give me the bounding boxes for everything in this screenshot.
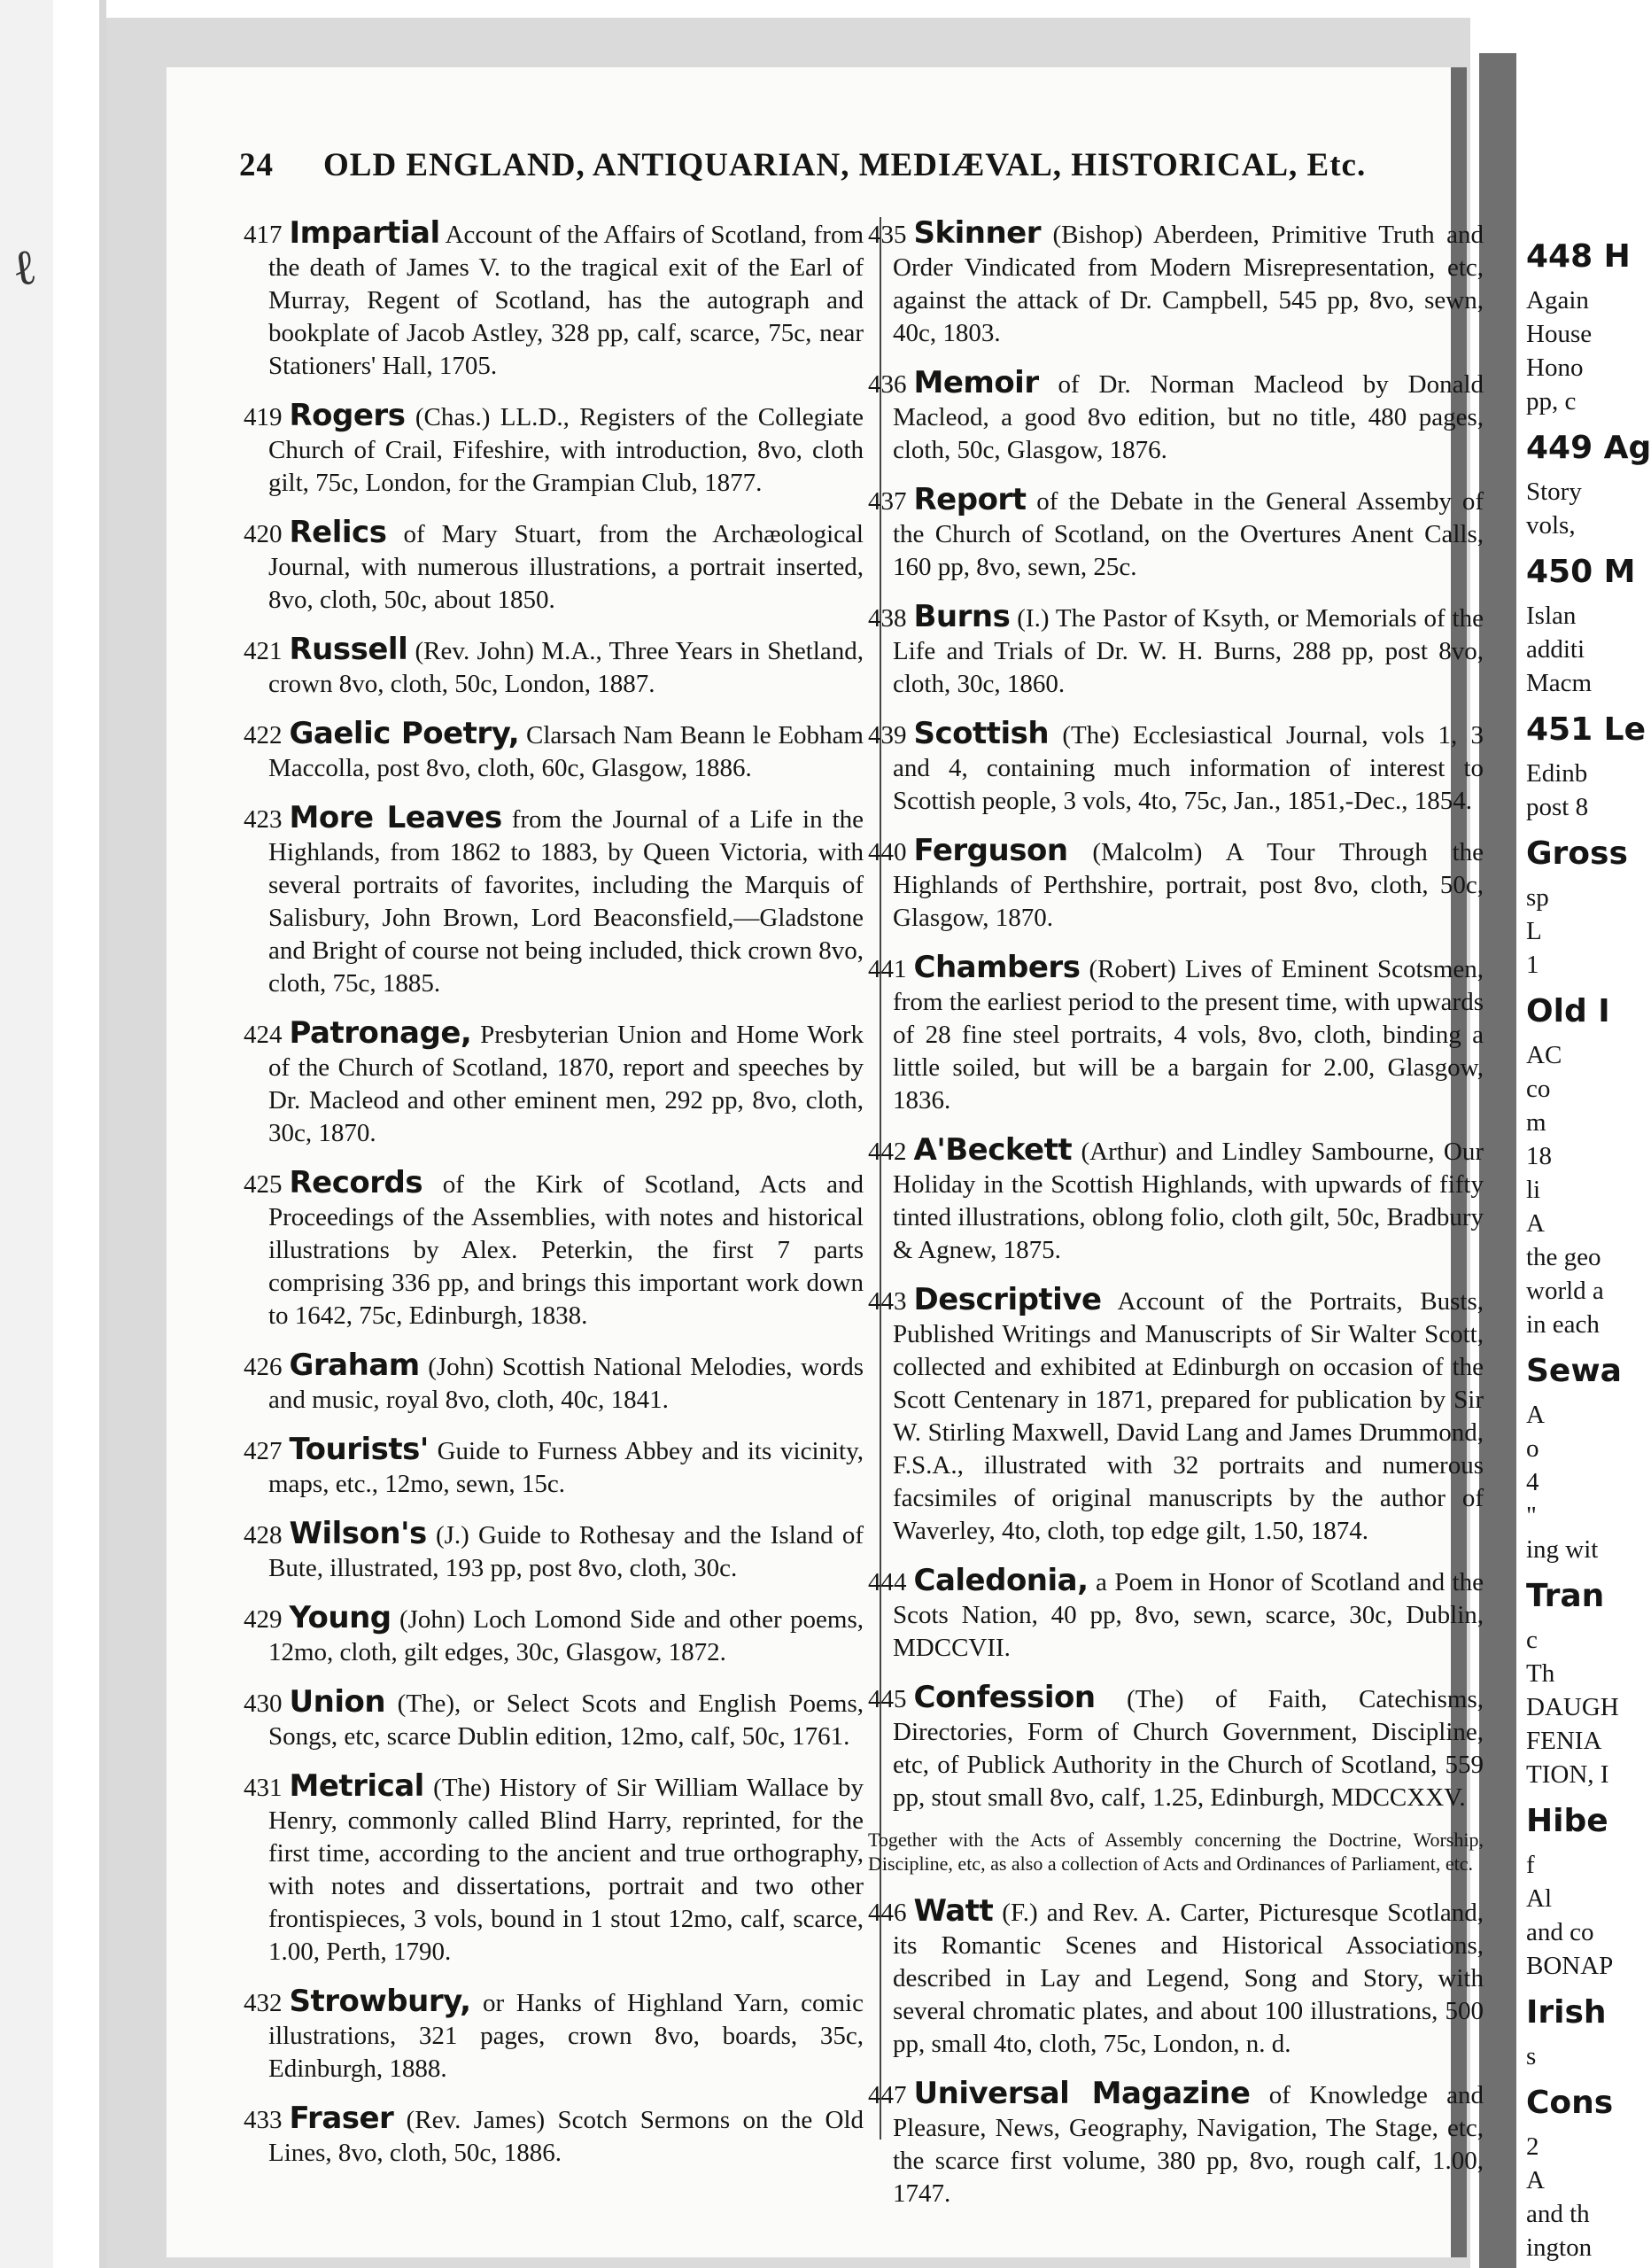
entry-number: 433	[244, 2106, 283, 2134]
entry-description: or Hanks of Highland Yarn, comic illustrations, 321 pages, crown 8vo, boards, 35c, Edinburgh, 1888.	[268, 1989, 864, 2083]
next-page-fragment: Edinb	[1526, 759, 1588, 788]
next-page-fragment: and th	[1526, 2200, 1590, 2228]
next-page-fragment: FENIA	[1526, 1727, 1602, 1755]
next-page-fragment: 451 Le	[1526, 711, 1647, 748]
next-page-fragment: f	[1526, 1851, 1535, 1879]
entry-description: of Knowledge and Pleasure, News, Geography, Navigation, The Stage, etc, the scarce first volume, 380 pp, 8vo, rough calf, 1.00, 1747.	[893, 2081, 1484, 2208]
entry-keyword: Tourists'	[289, 1432, 429, 1467]
entry-keyword: Burns	[913, 599, 1011, 634]
entry-keyword: Wilson's	[289, 1516, 427, 1551]
entry-keyword: Impartial	[289, 215, 440, 251]
entry-description: of Dr. Norman Macleod by Donald Macleod, a good 8vo edition, but no title, 480 pages, cloth, 50c, Glasgow, 1876.	[893, 370, 1484, 464]
entry-description: Clarsach Nam Beann le Eobham Maccolla, post 8vo, cloth, 60c, Glasgow, 1886.	[268, 721, 864, 782]
entry-keyword: Records	[289, 1165, 423, 1200]
catalogue-entry	[868, 1284, 1484, 1548]
next-page-fragment: pp, c	[1526, 387, 1577, 416]
next-page-fragment: A	[1526, 2166, 1545, 2194]
catalogue-entry	[244, 802, 864, 1000]
next-page-fragment: Al	[1526, 1884, 1552, 1913]
entry-number: 435	[868, 221, 907, 249]
next-page-fragment: Again	[1526, 286, 1589, 315]
left-column	[244, 217, 864, 2186]
entry-description: (Bishop) Aberdeen, Primitive Truth and Order Vindicated from Modern Misrepresentation, etc, against the attack of Dr. Campbell, 545 pp, 8vo, sewn, 40c, 1803.	[893, 221, 1484, 347]
entry-description: (John) Loch Lomond Side and other poems, 12mo, cloth, gilt edges, 30c, Glasgow, 1872.	[268, 1605, 864, 1666]
catalogue-entry	[244, 1433, 864, 1501]
entry-description: (F.) and Rev. A. Carter, Picturesque Scotland, its Romantic Scenes and Historical Associations, described in Lay and Legend, Song and Story, with several chromatic plates, and about 100 illustrations, 500 pp, small 4to, cloth, 75c, London, n. d.	[893, 1899, 1484, 2058]
next-page-fragment: and co	[1526, 1918, 1594, 1946]
next-page-fragment: the geo	[1526, 1243, 1601, 1271]
entry-number: 421	[244, 637, 283, 665]
book-spine	[1479, 53, 1516, 2268]
entry-keyword: Watt	[913, 1893, 994, 1929]
catalogue-entry	[244, 1985, 864, 2085]
next-page-fragment: Irish	[1526, 1994, 1607, 2031]
next-page-fragment: DAUGH	[1526, 1693, 1619, 1721]
entry-keyword: Chambers	[913, 950, 1081, 985]
next-page-fragment: o	[1526, 1434, 1539, 1463]
next-page-fragment: House	[1526, 320, 1593, 348]
entry-number: 426	[244, 1353, 283, 1381]
entry-keyword: Confession	[913, 1680, 1096, 1715]
entry-description: (Rev. James) Scotch Sermons on the Old Lines, 8vo, cloth, 50c, 1886.	[268, 2106, 864, 2167]
entry-number: 417	[244, 221, 283, 249]
next-page-fragment: additi	[1526, 635, 1585, 664]
entry-number: 446	[868, 1899, 907, 1927]
next-page-fragment: in each	[1526, 1310, 1600, 1339]
entry-description: (Arthur) and Lindley Sambourne, Our Holiday in the Scottish Highlands, with upwards of fifty tinted illustrations, oblong folio, cloth gilt, 50c, Bradbury & Agnew, 1875.	[893, 1138, 1484, 1264]
catalogue-entry	[244, 217, 864, 383]
catalogue-entry	[868, 1134, 1484, 1267]
entry-number: 422	[244, 721, 283, 750]
next-page-fragment: Hono	[1526, 353, 1584, 382]
next-page-fragment: "	[1526, 1502, 1537, 1530]
next-page-fragment: ington	[1526, 2233, 1593, 2262]
entry-description: (Robert) Lives of Eminent Scotsmen, from the earliest period to the present time, with upwards of 28 fine steel portraits, 4 vols, 8vo, cloth, binding a little soiled, but will be a bargain for 2.00, Glasgow, 1836.	[893, 955, 1484, 1115]
running-header	[239, 146, 1366, 184]
entry-number: 443	[868, 1287, 907, 1316]
page-title: OLD ENGLAND, ANTIQUARIAN, MEDIÆVAL, HISTORICAL, Etc.	[323, 147, 1367, 183]
entry-keyword: Scottish	[913, 716, 1050, 751]
entry-description: of the Debate in the General Assemby of the Church of Scotland, on the Overtures Anent Calls, 160 pp, 8vo, sewn, 25c.	[893, 487, 1484, 581]
entry-keyword: Russell	[289, 632, 408, 667]
page-number: 24	[239, 147, 274, 183]
catalogue-entry	[868, 484, 1484, 584]
entry-number: 447	[868, 2081, 907, 2109]
catalogue-entry	[868, 835, 1484, 935]
catalogue-entry	[244, 1167, 864, 1332]
entry-description: Account of the Affairs of Scotland, from the death of James V. to the tragical exit of the Earl of Murray, Regent of Scotland, has the autograph and bookplate of Jacob Astley, 328 pp, calf, scarce, 75c, near Stationers' Hall, 1705.	[268, 221, 864, 380]
entry-number: 442	[868, 1138, 907, 1166]
next-page-fragment: world a	[1526, 1277, 1604, 1305]
next-page-fragment: L	[1526, 917, 1542, 945]
next-page-fragment: c	[1526, 1626, 1538, 1654]
next-page-fragment: s	[1526, 2042, 1537, 2070]
entry-number: 423	[244, 805, 283, 834]
next-page-fragment: Macm	[1526, 669, 1593, 697]
entry-number: 419	[244, 403, 283, 431]
next-page-fragment: vols,	[1526, 511, 1576, 540]
entry-keyword: A'Beckett	[913, 1132, 1073, 1168]
entry-description: (The) of Faith, Catechisms, Directories, Form of Church Government, Discipline, etc, of Publick Authority in the Church of Scotland, 559 pp, stout small 8vo, calf, 1.25, Edinburgh, MDCCXXV.	[893, 1685, 1484, 1812]
next-page-fragment: Islan	[1526, 602, 1577, 630]
entry-description: (Malcolm) A Tour Through the Highlands of Perthshire, portrait, post 8vo, cloth, 50c, Glasgow, 1870.	[893, 838, 1484, 932]
next-page-fragment: 1	[1526, 951, 1539, 979]
entry-number: 439	[868, 721, 907, 750]
next-page-fragment: co	[1526, 1075, 1551, 1103]
entry-keyword: Descriptive	[913, 1282, 1102, 1317]
entry-description: Guide to Furness Abbey and its vicinity, maps, etc., 12mo, sewn, 15c.	[268, 1437, 864, 1498]
next-page-fragment: li	[1526, 1176, 1541, 1204]
next-page-fragments	[1519, 217, 1651, 2262]
entry-keyword: Relics	[289, 515, 387, 550]
next-page-fragment: 449 Ag	[1526, 430, 1651, 466]
entry-number: 437	[868, 487, 907, 516]
entry-keyword: Patronage,	[289, 1015, 472, 1051]
catalogue-entry	[868, 367, 1484, 467]
next-page-fragment: Cons	[1526, 2085, 1614, 2121]
next-page-fragment: BONAP	[1526, 1952, 1614, 1980]
entry-description: from the Journal of a Life in the Highlands, from 1862 to 1883, by Queen Victoria, with several portraits of favorites, including the Marquis of Salisbury, John Brown, Lord Beaconsfield,—Gladstone and Bright of course not being included, thick crown 8vo, cloth, 75c, 1885.	[268, 805, 864, 998]
entry-number: 427	[244, 1437, 283, 1465]
entry-keyword: Graham	[289, 1348, 420, 1383]
catalogue-entry	[244, 400, 864, 500]
entry-number: 445	[868, 1685, 907, 1713]
catalogue-entry	[868, 718, 1484, 818]
catalogue-entry	[244, 1518, 864, 1585]
catalogue-entry	[868, 951, 1484, 1117]
catalogue-entry	[868, 217, 1484, 350]
catalogue-entry	[868, 1565, 1484, 1665]
next-page-fragment: A	[1526, 1209, 1545, 1238]
next-page-fragment: A	[1526, 1401, 1545, 1429]
entry-description: (The), or Select Scots and English Poems, Songs, etc, scarce Dublin edition, 12mo, calf, 50c, 1761.	[268, 1689, 864, 1751]
catalogue-note: Together with the Acts of Assembly concerning the Doctrine, Worship, Discipline, etc, as also a collection of Acts and Ordinances of Parliament, etc.	[868, 1829, 1484, 1875]
entry-keyword: Report	[913, 482, 1027, 517]
next-page-fragment: Tran	[1526, 1578, 1605, 1614]
next-page-fragment: post 8	[1526, 793, 1589, 821]
next-page-fragment: Story	[1526, 478, 1582, 506]
catalogue-entry	[244, 1349, 864, 1417]
catalogue-entry	[868, 601, 1484, 701]
next-page-fragment: 18	[1526, 1142, 1552, 1170]
catalogue-entry	[244, 517, 864, 617]
entry-number: 440	[868, 838, 907, 866]
next-page-fragment: 2	[1526, 2132, 1539, 2161]
next-page-fragment: TION, I	[1526, 1760, 1609, 1789]
entry-number: 431	[244, 1774, 283, 1802]
catalogue-entry	[244, 2102, 864, 2170]
entry-keyword: Young	[289, 1600, 391, 1635]
entry-keyword: Caledonia,	[913, 1563, 1089, 1598]
entry-description: (John) Scottish National Melodies, words and music, royal 8vo, cloth, 40c, 1841.	[268, 1353, 864, 1414]
catalogue-entry	[244, 633, 864, 701]
next-page-fragment: sp	[1526, 883, 1549, 912]
catalogue-entry	[244, 1602, 864, 1669]
entry-keyword: Strowbury,	[289, 1984, 471, 2019]
entry-description: Account of the Portraits, Busts, Published Writings and Manuscripts of Sir Walter Scott, collected and exhibited at Edinburgh on occasion of the Scott Centenary in 1871, prepared for publication by Sir W. Stirling Maxwell, David Lang and James Drummond, F.S.A., illustrated with 32 portraits and numerous facsimiles of original manuscripts by the author of Waverley, 4to, cloth, top edge gilt, 1.50, 1874.	[893, 1287, 1484, 1545]
entry-description: (I.) The Pastor of Ksyth, or Memorials of the Life and Trials of Dr. W. H. Burns, 288 pp, post 8vo, cloth, 30c, 1860.	[893, 604, 1484, 698]
scan-margin-left	[0, 0, 53, 2268]
catalogue-entry	[868, 2078, 1484, 2210]
entry-number: 424	[244, 1021, 283, 1049]
entry-keyword: Skinner	[913, 215, 1041, 251]
entry-keyword: Union	[289, 1684, 386, 1720]
next-page-fragment: 448 H	[1526, 238, 1631, 275]
entry-number: 425	[244, 1170, 283, 1199]
entry-number: 436	[868, 370, 907, 399]
page-edge	[99, 0, 106, 2268]
entry-number: 429	[244, 1605, 283, 1634]
entry-number: 444	[868, 1568, 907, 1596]
entry-keyword: Metrical	[289, 1768, 424, 1804]
next-page-fragment: ing wit	[1526, 1535, 1599, 1564]
scan-mark: ℓ	[8, 237, 41, 299]
entry-description: (Rev. John) M.A., Three Years in Shetland, crown 8vo, cloth, 50c, London, 1887.	[268, 637, 864, 698]
next-page-fragment: 4	[1526, 1468, 1539, 1496]
catalogue-entry	[868, 1682, 1484, 1814]
catalogue-entry	[244, 1686, 864, 1753]
entry-description: (J.) Guide to Rothesay and the Island of Bute, illustrated, 193 pp, post 8vo, cloth, 30c.	[268, 1521, 864, 1582]
catalogue-entry	[868, 1895, 1484, 2061]
next-page-fragment: Th	[1526, 1659, 1555, 1688]
entry-keyword: Fraser	[289, 2101, 394, 2136]
entry-number: 432	[244, 1989, 283, 2017]
catalogue-entry	[244, 718, 864, 785]
entry-number: 420	[244, 520, 283, 548]
catalogue-entry	[244, 1770, 864, 1969]
next-page-fragment: Hibe	[1526, 1803, 1608, 1839]
entry-number: 441	[868, 955, 907, 983]
next-page-fragment: Old I	[1526, 993, 1610, 1029]
entry-description: Presbyterian Union and Home Work of the Church of Scotland, 1870, report and speeches by Dr. Macleod and other eminent men, 292 pp, 8vo, cloth, 30c, 1870.	[268, 1021, 864, 1147]
entry-description: of Mary Stuart, from the Archæological Journal, with numerous illustrations, a portrait inserted, 8vo, cloth, 50c, about 1850.	[268, 520, 864, 614]
entry-keyword: Ferguson	[913, 833, 1068, 868]
entry-keyword: Memoir	[913, 365, 1039, 400]
entry-keyword: More Leaves	[289, 800, 502, 835]
entry-description: (Chas.) LL.D., Registers of the Collegiate Church of Crail, Fifeshire, with introduction, 8vo, cloth gilt, 75c, London, for the Grampian Club, 1877.	[268, 403, 864, 497]
entry-keyword: Gaelic Poetry,	[289, 716, 520, 751]
middle-column	[868, 217, 1484, 2227]
entry-description: (The) Ecclesiastical Journal, vols 1, 3 and 4, containing much information of interest to Scottish people, 3 vols, 4to, 75c, Jan., 1851,-Dec., 1854.	[893, 721, 1484, 815]
catalogue-entry	[244, 1017, 864, 1150]
entry-description: of the Kirk of Scotland, Acts and Proceedings of the Assemblies, with notes and historical illustrations by Alex. Peterkin, the first 7 parts comprising 336 pp, and brings this important work down to 1642, 75c, Edinburgh, 1838.	[268, 1170, 864, 1330]
next-page-fragment: AC	[1526, 1041, 1562, 1069]
entry-description: (The) History of Sir William Wallace by Henry, commonly called Blind Harry, reprinted, for the first time, according to the ancient and true orthography, with notes and dissertations, portrait and two other frontispieces, 3 vols, bound in 1 stout 12mo, calf, scarce, 1.00, Perth, 1790.	[268, 1774, 864, 1966]
entry-number: 438	[868, 604, 907, 633]
entry-description: a Poem in Honor of Scotland and the Scots Nation, 40 pp, 8vo, sewn, scarce, 30c, Dublin, MDCCVII.	[893, 1568, 1484, 1662]
entry-keyword: Universal Magazine	[913, 2076, 1251, 2111]
next-page-fragment: 450 M	[1526, 554, 1636, 590]
entry-number: 430	[244, 1689, 283, 1718]
next-page-fragment: Sewa	[1526, 1353, 1622, 1389]
entry-number: 428	[244, 1521, 283, 1550]
entry-keyword: Rogers	[289, 398, 406, 433]
next-page-fragment: Gross	[1526, 835, 1628, 872]
next-page-fragment: m	[1526, 1108, 1546, 1137]
